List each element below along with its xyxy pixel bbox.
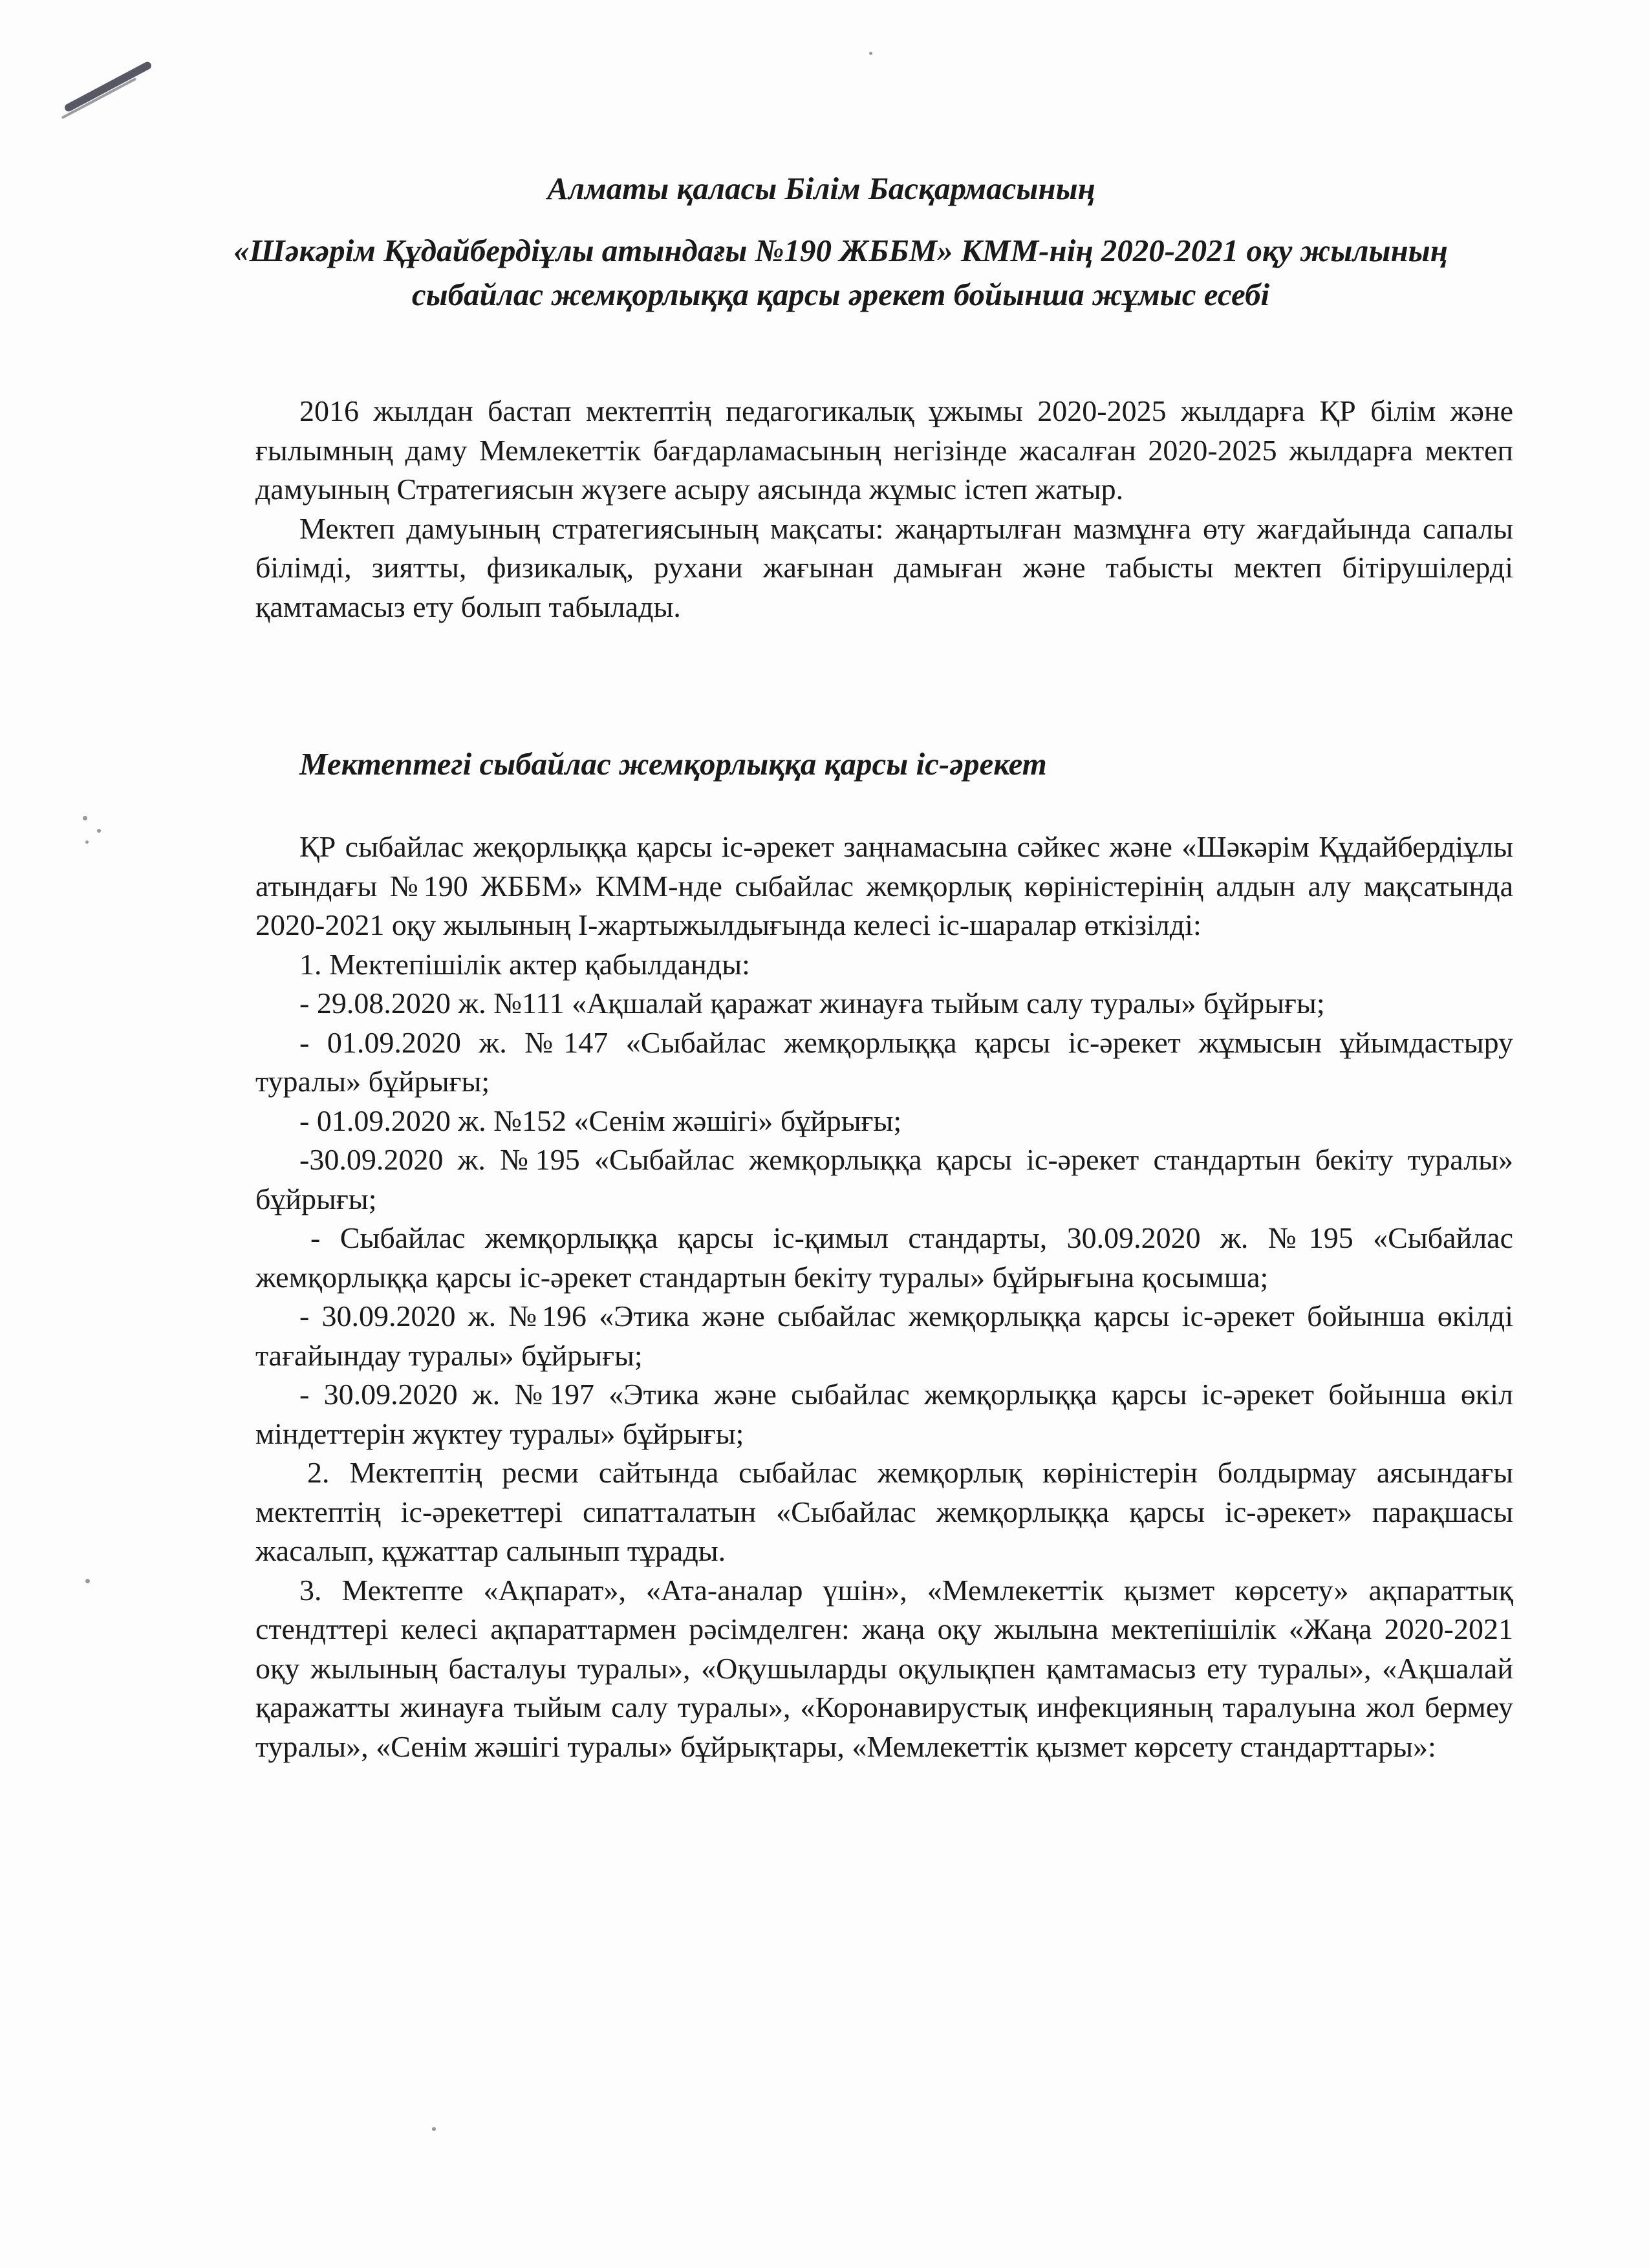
order-item: - 30.09.2020 ж. №197 «Этика және сыбайлас жемқорлыққа қарсы іс-әрекет бойынша өкіл міндеттерін жүктеу туралы» бұйрығы; xyxy=(255,1378,1513,1450)
list-item: 2. Мектептің ресми сайтында сыбайлас жемқорлық көріністерін болдырмау аясындағы мектептің іс-әрекеттері сипатталатын «Сыбайлас жемқорлыққа қарсы іс-әрекет» парақшасы жасалып, құжаттар салынып тұрады. xyxy=(255,1456,1513,1567)
report-header-line1: Алматы қаласы Білім Басқармасының xyxy=(547,171,1095,206)
section-heading: Мектептегі сыбайлас жемқорлыққа қарсы іс-әрекет xyxy=(299,746,1047,782)
scan-speck xyxy=(85,840,89,844)
order-item: - Сыбайлас жемқорлыққа қарсы іс-қимыл стандарты, 30.09.2020 ж. №195 «Сыбайлас жемқорлыққа қарсы іс-әрекет стандартын бекіту туралы» бұйрығына қосымша; xyxy=(255,1221,1513,1294)
scan-speck xyxy=(83,816,87,820)
order-item: -30.09.2020 ж. №195 «Сыбайлас жемқорлыққа қарсы іс-әрекет стандартын бекіту туралы» бұйрығы; xyxy=(255,1143,1513,1215)
list-item: 1. Мектепішілік актер қабылданды: xyxy=(299,947,750,981)
intro-paragraph: Мектеп дамуының стратегиясының мақсаты: жаңартылған мазмұнға өту жағдайында сапалы білімді, зиятты, физикалық, рухани жағынан дамыған және табысты мектеп бітірушілерді қамтамасыз ету болып табылады. xyxy=(255,511,1513,623)
intro-section xyxy=(255,392,1513,626)
order-item: - 29.08.2020 ж. №111 «Ақшалай қаражат жинауға тыйым салу туралы» бұйрығы; xyxy=(299,987,1325,1020)
pen-stroke-mark xyxy=(63,60,153,112)
section-paragraph: ҚР сыбайлас жеқорлыққа қарсы іс-әрекет заңнамасына сәйкес және «Шәкәрім Құдайбердіұлы атындағы №190 ЖББМ» КММ-нде сыбайлас жемқорлық көріністерінің алдын алу мақсатында 2020-2021 оқу жылының І-жартыжылдығында келесі іс-шаралар өткізілді: xyxy=(255,830,1513,941)
order-item: - 01.09.2020 ж. №147 «Сыбайлас жемқорлыққа қарсы іс-әрекет жұмысын ұйымдастыру туралы» бұйрығы; xyxy=(255,1025,1513,1098)
intro-paragraph: 2016 жылдан бастап мектептің педагогикалық ұжымы 2020-2025 жылдарға ҚР білім және ғылымның даму Мемлекеттік бағдарламасының негізінде жасалған 2020-2025 жылдарға мектеп дамуының Стратегиясын жүзеге асыру аясында жұмыс істеп жатыр. xyxy=(255,394,1513,506)
pen-stroke-mark xyxy=(61,78,137,120)
list-item: 3. Мектепте «Ақпарат», «Ата-аналар үшін», «Мемлекеттік қызмет көрсету» ақпараттық стендттері келесі ақпараттармен рәсімделген: жаңа оқу жылына мектепішілік «Жаңа 2020-2021 оқу жылының басталуы туралы», «Оқушыларды оқулықпен қамтамасыз ету туралы», «Ақшалай қаражатты жинауға тыйым салу туралы», «Коронавирустық инфекцияның таралуына жол бермеу туралы», «Сенім жәшігі туралы» бұйрықтары, «Мемлекеттік қызмет көрсету стандарттары»: xyxy=(255,1573,1513,1763)
order-item: - 01.09.2020 ж. №152 «Сенім жәшігі» бұйрығы; xyxy=(299,1104,902,1137)
report-title: «Шәкәрім Құдайбердіұлы атындағы №190 ЖББМ» КММ-нің 2020-2021 оқу жылының сыбайлас жемқорлыққа қарсы әрекет бойынша жұмыс есебі xyxy=(233,233,1448,312)
scan-speck xyxy=(85,1579,90,1583)
order-item: - 30.09.2020 ж. №196 «Этика және сыбайлас жемқорлыққа қарсы іс-әрекет бойынша өкілді тағайындау туралы» бұйрығы; xyxy=(255,1300,1513,1372)
anticorruption-section xyxy=(255,828,1513,1766)
scan-speck xyxy=(432,2127,436,2131)
scan-speck xyxy=(869,52,872,55)
scan-speck xyxy=(97,829,101,833)
